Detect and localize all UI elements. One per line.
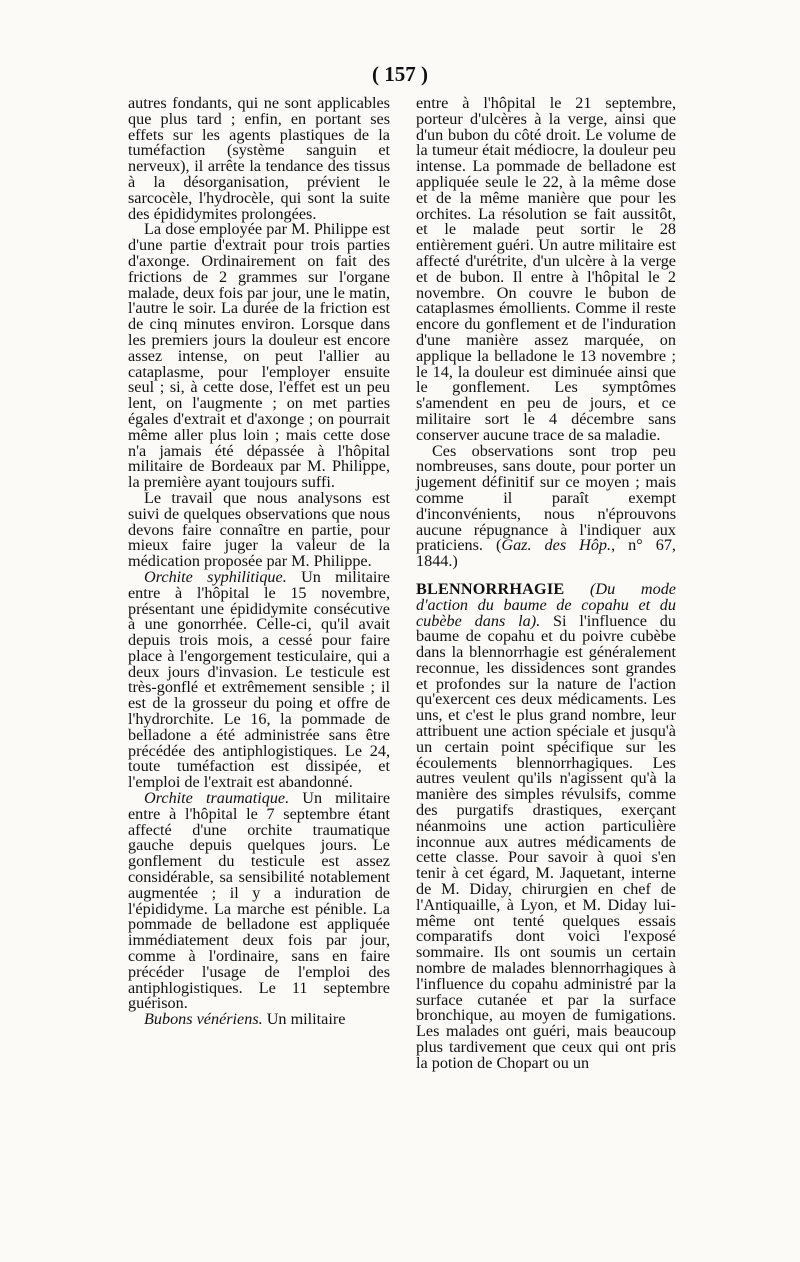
- paragraph-text: Ces observations sont trop peu nombreuses, sans doute, pour porter un jugement définitif sur ce moyen ; mais comme il paraît exempt d'inconvénients, nous n'éprouvons aucune répugnance à l'indiquer aux praticiens. (: [416, 441, 676, 555]
- paragraph: [128, 567, 390, 792]
- paragraph: [128, 1012, 390, 1028]
- paragraph: Le travail que nous analysons est suivi de quelques observations que nous devons faire connaître en partie, pour mieux faire juger la valeur de la médication proposée par M. Philippe.: [128, 488, 390, 571]
- paragraph-text: Un militaire entre à l'hôpital le 15 novembre, présentant une épididymite consécutive à une gonorrhée. Celle-ci, qu'il avait depuis trois mois, a cessé pour faire place à l'engorgement testiculaire, qui a deux jours d'invasion. Le testicule est très-gonflé et extrêmement sensible ; il est de la grosseur du poing et offre de l'hydrorchite. Le 16, la pommade de belladone a été administrée sans être précédée des antiphlogistiques. Le 24, toute tuméfaction est dissipée, et l'emploi de l'extrait est abandonné.: [128, 567, 390, 792]
- paragraph: autres fondants, qui ne sont applicables que plus tard ; enfin, en portant ses effets sur les agents plastiques de la tuméfaction (système sanguin et nerveux), il arrête la tendance des tissus à la désorganisation, prévient le sarcocèle, l'hydrocèle, qui sont la suite des épididymites prolongées.: [128, 94, 390, 223]
- paragraph: La dose employée par M. Philippe est d'une partie d'extrait pour trois parties d'axonge. Ordinairement on fait des frictions de 2 grammes sur l'organe malade, deux fois par jour, une le matin, l'autre le soir. La durée de la friction est de cinq minutes environ. Lorsque dans les premiers jours la douleur est encore assez intense, on peut l'allier au cataplasme, pour l'employer ensuite seul ; si, à cette dose, l'effet est un peu lent, on l'augmente ; on met parties égales d'extrait et d'axonge ; on pourrait même aller plus loin ; mais cette dose n'a jamais été dépassée à l'hôpital militaire de Bordeaux par M. Philippe, la première ayant toujours suffi.: [128, 220, 390, 492]
- section-title: Bubons vénériens.: [144, 1010, 263, 1029]
- article-subtitle: (Du mode d'action du baume de copahu et du cubèbe dans la).: [416, 579, 676, 630]
- article-paragraph: [416, 579, 676, 1072]
- citation-end: , n° 67, 1844.): [416, 536, 676, 571]
- paragraph-text: Un militaire: [262, 1010, 346, 1029]
- paragraph: entre à l'hôpital le 21 septembre, porteur d'ulcères à la verge, ainsi que d'un bubon du côté droit. Le volume de la tumeur était médiocre, la douleur peu intense. La pommade de belladone est appliquée seule le 22, à la même dose et de la même manière que pour les orchites. La résolution se fait aussitôt, et le malade peut sortir le 28 entièrement guéri. Un autre militaire est affecté d'urétrite, d'un ulcère à la verge et de bubon. Il entre à l'hôpital le 2 novembre. On couvre le bubon de cataplasmes émollients. Comme il reste encore du gonflement et de l'induration d'une manière assez marquée, on applique la belladone le 13 novembre ; le 14, la douleur est diminuée ainsi que le gonflement. Les symptômes s'amendent en peu de jours, et ce militaire sort le 4 décembre sans conserver aucune trace de sa maladie.: [416, 94, 676, 444]
- citation: Gaz. des Hôp.: [501, 536, 612, 555]
- section-title: Orchite syphilitique.: [144, 567, 287, 586]
- paragraph: [128, 791, 390, 1012]
- paragraph-text: Si l'influence du baume de copahu et du poivre cubèbe dans la blennorrhagie est généralement reconnue, les dissidences sont grandes et profondes sur la nature de l'action qu'exercent ces deux médicaments. Les uns, et c'est le plus grand nombre, leur attribuent une action spéciale et jusqu'à un certain point spécifique sur les écoulements blennorrhagiques. Les autres veulent qu'ils n'agissent qu'à la manière des simples révulsifs, comme des purgatifs drastiques, exerçant néanmoins une action particulière inconnue aux autres médicaments de cette classe. Pour savoir à quoi s'en tenir à cet égard, M. Jaquetant, interne de M. Diday, chirurgien en chef de l'Antiquaille, à Lyon, et M. Diday lui-même ont tenté quelques essais comparatifs dont voici l'exposé sommaire. Ils ont soumis un certain nombre de malades blennorrhagiques à l'influence du copahu administré par la surface cutanée et par la surface bronchique, au moyen de fumigations. Les malades ont guéri, mais beaucoup plus tardivement que ceux qui ont pris la potion de Chopart ou un: [416, 611, 676, 1072]
- paragraph: [416, 441, 676, 571]
- article-heading: BLENNORRHAGIE: [416, 579, 565, 598]
- section-title: Orchite traumatique.: [144, 789, 290, 808]
- right-column: [416, 96, 676, 1072]
- page-number: ( 157 ): [372, 62, 428, 86]
- left-column: [128, 96, 390, 1028]
- paragraph-text: Un militaire entre à l'hôpital le 7 septembre étant affecté d'une orchite traumatique gauche depuis quelques jours. Le gonflement du testicule est assez considérable, sa sensibilité notablement augmentée ; il y a induration de l'épididyme. La marche est pénible. La pommade de belladone est appliquée immédiatement deux fois par jour, comme à l'ordinaire, sans en faire précéder l'usage de l'emploi des antiphlogistiques. Le 11 septembre guérison.: [128, 789, 391, 1013]
